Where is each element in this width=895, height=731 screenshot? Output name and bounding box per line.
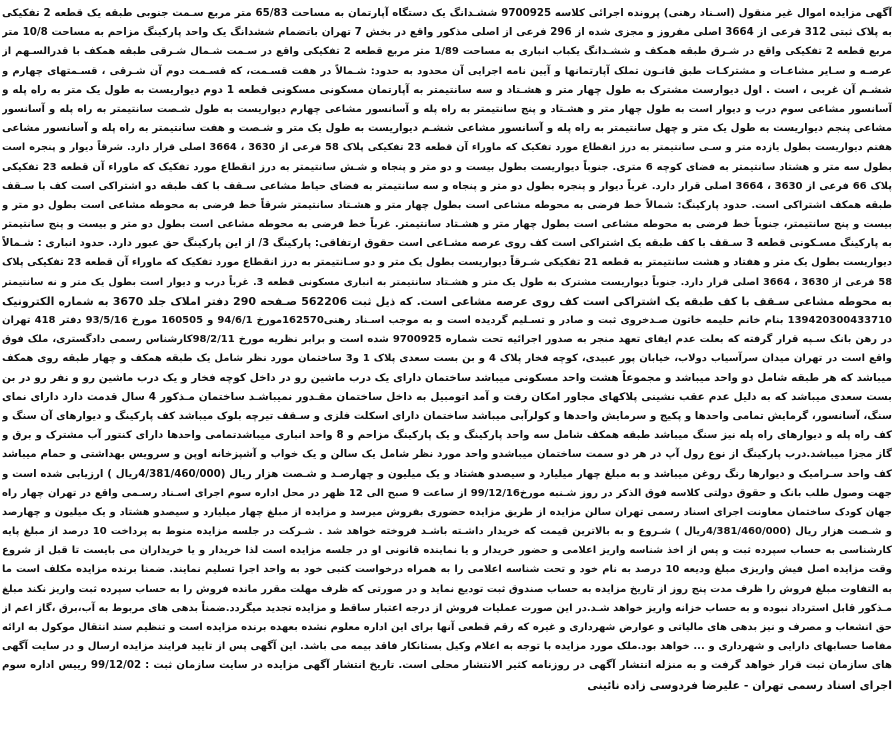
notice-line-28: و شـصت هزار ریال (4/381/460/000ریال ) شـروع و به بالاترین قیمت که خریدار داشـته باشـد فروخته خواهد شد . شـرکت در جلسه مزایده منوط به پرداخت 10 درصد از مبلغ پایه <box>2 526 892 538</box>
notice-line-4: عرصـه و سـایر مشاعـات و مشتركـات طبق قانـون تملک آپارتمانها و آیین نامه اجرایی آن محدود به حدود: شـمالاً در هفت قسـمت، که قسـمت دوم آن شـرقی ، قسـمتهای چهارم و <box>2 65 892 77</box>
notice-line-11: طبقه همکف اشتراکی است. حدود پارکینگ: شمالاً خط فرضی به محوطه مشاعی است بطول چهار متر و هشـتاد سانتیمتر شرقاً خط فرضی به محوطه مشاعی است بطول دو متر و <box>2 199 892 211</box>
notice-line-27: جهان کودک ساختمان معاونت اجرای اسناد رسمی تهران سالن مزایده از طریق مزایده حضوری بفروش میرسد و مزایده از مبلغ چهار میلیارد و سیصدو هشتاد و یک میلیون و چهارصد <box>2 506 892 518</box>
notice-line-18: در رهن بانک سـپه قرار گرفته که بعلت عدم ایفای تعهد منجر به صدور اجرائیه تحت شماره 9700925 شده است و برابر نظریه مورخ 98/2/11کارشناس رسمی دادگستری، ملک فوق <box>2 334 892 346</box>
notice-line-9: بطول سه متر و هشتاد سانتیمتر به فضای کوچه 6 متری. جنوباً دیواریست بطول بیست و دو متر و پنجاه و شـش سانتیمتر به درز انقطاع مورد تفکیک که ماوراء آن قطعه 23 تفکیکی <box>2 161 892 173</box>
notice-line-24: گاز مجزا میباشد.درب پارکینگ از نوع رول آپ در هر دو سمت ساختمان میباشدو واحد مورد نظر شامل یک سالن و یک خواب و آشپزخانه اوپن و سرویس بهداشتی و حمام میباشد <box>2 448 892 461</box>
notice-line-6: آسانسور مشاعی سوم درب و دیوار است به طول چهار متر و هشـتاد و پنج سانتیمتر به راه پله و آسانسور مشاعی چهارم دیواریست به طول شـصت سانتیمتر به راه پله و آسانسور <box>2 103 892 115</box>
notice-line-26: جهت وصول طلب بانک و حقوق دولتی کلاسه فوق الذکر در روز شـنبه مورخ99/12/16 از ساعت 9 صبح الی 12 ظهر در محل اداره سوم اجرای اسـناد رسـمی واقع در تهران چهار راه <box>2 487 892 499</box>
auction-notice-text <box>2 4 892 728</box>
notice-line-10: پلاک 66 فرعی از 3630 ، 3664 اصلی قرار دارد. غرباً دیوار و پنجره بطول دو متر و پنجاه و سه سانتیمتر به فضای حیاط مشاعی سـقف با کف طبقه دو اشتراکی است کف با سـقف <box>2 180 892 192</box>
notice-line-22: سنگ، آسانسور، گرمایش تمامی واحدها و پکیج و سرمایش واحدها و کولرآبی میباشد ساختمان دارای اسکلت فلزی و سـقف تیرچه بلوک میباشد کف پارکینگ و دیوارهای آن سنگ و <box>2 409 892 422</box>
notice-line-21: بست سعدی میباشد که به دلیل عدم عقب نشینی پلاکهای مجاور امکان رفت و آمد اتومبیل به داخل ساختمان مقـدور نمیباشـد ساختمان مـذكور 4 سال قدمت دارد دارای نمای <box>2 390 892 403</box>
notice-line-15: 58 فرعی از 3630 ، 3664 اصلی قرار دارد. جنوباً دیواریست مشترک به طول یک متر و هشـتاد سانتیمتر به انباری مسکونی قطعه 3. غرباً درب و دیوار است بطول یک متر و نه سانتیمتر <box>2 276 892 288</box>
notice-line-25: کف واحد سـرامیک و دیوارها رنگ روغن میباشد و به مبلغ چهار میلیارد و سیصدو هشتاد و یک میلیون و چهارصـد و شـصت هزار ریال (4/381/460/000ریال ) ارزیابی شده است و <box>2 467 892 480</box>
notice-line-7: مشاعی پنجم دیواریست به طول یک متر و چهل سانتیمتر به راه پله و آسانسور مشاعی ششـم دیواریست به طول یک متر و شـصت و هفت سانتیمتر به راه پله و آسانسور مشاعی <box>2 122 892 135</box>
notice-line-32: مـذكور قابل استرداد نبوده و به حساب خزانه واریز خواهد شـد.در این صورت عملیات فروش از درجه اعتبار ساقط و مزایده تجدید میگردد.ضمناً بدهی های مربوط به آب،برق ،گاز اعم از <box>2 602 892 614</box>
notice-line-33: حق انشعاب و مصرف و نیز بدهی های مالیاتی و عوارض شهرداری و غیره که رقم قطعی آنها برای این اداره معلوم نشده بعهده برنده مزایده است و تنظیم سند انتقال موکول به ارائه <box>2 622 892 633</box>
notice-line-20: میباشد که هر طبقه شامل دو واحد میباشد و مجموعاً هشت واحد مسکونی میباشد ساختمان دارای یک درب ماشین رو در داخل کوچه فخار و یک درب ماشین رو و نفر رو در بن <box>2 371 892 384</box>
notice-line-1: آگهی مزایده اموال غیر منقول (اسـناد رهنی) پرونده اجرائی کلاسه 9700925 ششـدانگ یک دستگاه آپارتمان به مساحت 65/83 متر مربع سـمت جنوبی طبقه یک قطعه 2 تفکیکی <box>2 7 892 19</box>
notice-line-5: ششـم آن غربی ، است . اول دیوارست مشترک به طول چهار متر و هشـتاد و سه سانتیمتر به آپارتمان مسکونی مسکونی قطعه 1 دوم دیواریست به طول یک متر به راه پله و <box>2 83 892 96</box>
notice-line-3: مربع قطعه 2 تفکیکی واقع در شـرق طبقه همکف و ششـدانگ یکباب انباری به مساحت 1/89 متر مربع قطعه 2 تفکیکی واقع در سـمت شـمال شـرقی طبقه همکف با قدرالسـهم از <box>2 46 892 58</box>
notice-line-29: کارشناسی به حساب سپرده ثبت و پس از اخذ شناسه واریز اعلامی و حضور خریدار و یا نماینده قانونی او در جلسه مزایده است لذا خریدار و یا خریداران می بایست تا قبل از شروع <box>2 545 892 557</box>
notice-line-23: کف راه پله و دیوارهای راه پله نیز سنگ میباشد طبقه همکف شامل سه واحد پارکینگ و یک پارکینگ مزاحم و 8 واحد انباری میباشدتمامی واحدها دارای کنتور آب مشترک و برق و <box>2 429 892 442</box>
notice-line-12: بیست و پنج سانتیمتر، جنوباً خط فرضی به محوطه مشاعی است بطول چهار متر و هشـتاد سانتیمتر. غرباً خط فرضی به محوطه مشاعی است بطول دو متر و بیست و پنج سانتیمتر <box>2 219 892 231</box>
notice-line-35: های سازمان ثبت قرار خواهد گرفت و به منزله انتشار آگهی در روزنامه کثیر الانتشار محلی است. تاریخ انتشار آگهی مزایده در سایت سازمان ثبت : 99/12/02 رییس اداره سوم <box>2 659 892 672</box>
notice-line-30: وقت مزایده اصل فیش واریزی مبلغ ودیعه 10 درصد به نام خود و تحت شناسه اعلامی را به همراه درخواست کتبی خود به واحد اجرا تسلیم نمایند. ضمنا برنده مزایده مکلف است ما <box>2 564 892 576</box>
notice-line-31: به التفاوت مبلغ فروش را ظرف مدت پنج روز از تاریخ مزایده به حساب صندوق ثبت توديع نمايد و در صورتی که ظرف مهلت مقرر مانده فروش را به حساب سپرده ثبت واریز نکند مبلغ <box>2 583 892 595</box>
notice-line-36-signature: اجرای اسناد رسمی تهران - علیرضا فردوسی زاده نائینی <box>587 678 892 692</box>
notice-line-19: واقع است در تهران میدان سرآسیاب دولاب، خیابان پور عبیدی، کوچه فخار پلاک 4 و بن بست سعدی پلاک 1 و3 ساختمان مورد نظر شامل یک طبقه همکف و چهار طبقه روی همکف <box>2 353 892 365</box>
notice-line-16: به محوطه مشاعی سـقف با کف طبقه یک اشتراکی است کف روی عرصه مشاعی است. که ذیل ثبت 562206 صـفحه 290 دفتر املاک جلد 3670 به شماره الکترونیک <box>2 294 892 308</box>
notice-line-13: به پارکینگ مسـکونی قطعه 3 سـقف با کف طبقه یک اشتراکی است کف روی عرصه مشـاعی است حقوق ارتفاقی: پارکینگ 3/ از این پارکینگ حق عبور دارد. حدود انباری : شـمالاً <box>2 237 892 250</box>
notice-line-14: دیواریست بطول یک متر و هفتاد و هشت سانتیمتر به قطعه 21 تفکیکی شـرقاً دیواریست بطول یک متر و دو سـانتیمتر به درز انقطاع مورد تفکیک که ماوراء آن قطعه 23 تفکیکی پلاک <box>2 257 892 269</box>
notice-line-34: مفاصا حسابهای دارایی و شهرداری و ... خواهد بود.ملک مورد مزایده با توجه به اعلام وکیل بستانکار فاقد بیمه می باشد. این آگهی پس از تایید فرایند مزایده ارسال و در سایت آگهی <box>2 641 892 653</box>
notice-line-8: هفتم دیواریست بطول یازده متر و سـی سانتیمتر به درز انقطاع مورد تفکیک که ماوراء آن قطعه 23 تفکیکی پلاک 58 فرعی از 3630 ، 3664 اصلی قرار دارد. شرقاً دیوار و پنجره است <box>2 142 892 154</box>
notice-line-2: به پلاک ثبتی 312 فرعی از 3664 اصلی مفروز و مجزی شده از 296 فرعی از اصلی مذکور واقع در بخش 7 تهران باتضمام ششدانگ یک واحد پارکینگ مزاحم به مساحت 10/8 متر <box>2 26 892 39</box>
notice-line-17: 139420300433710 بنام خانم حلیمه خاتون صـدخروی ثبت و صادر و تسـلیم گردیده است و به موجب اسـناد رهنی162570مورخ 94/6/1 و 160505 مورخ 93/5/16 دفتر 418 تهران <box>2 315 892 326</box>
